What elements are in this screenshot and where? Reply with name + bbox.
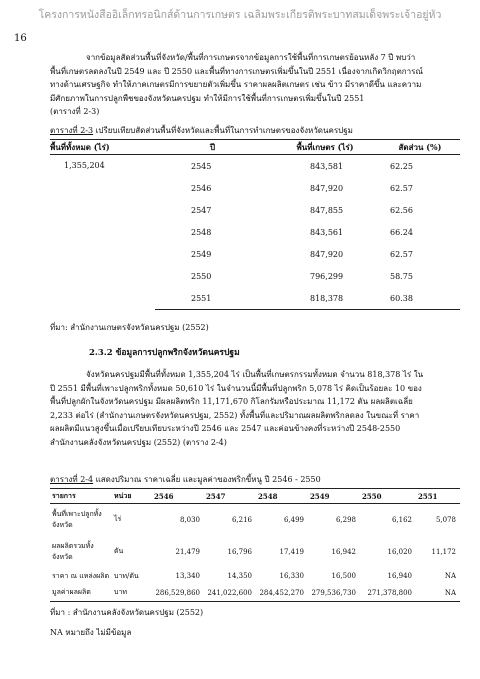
page-number: 16 [14,33,27,44]
table2-unit: บาท [112,585,152,602]
paragraph-land-use [50,51,460,119]
table2-item-line: พื้นที่เพาะปลูกทั้ง [52,509,102,518]
table-row [50,568,460,585]
table-row [50,536,460,568]
table2-cell: 5,078 [435,515,456,524]
table1-source: ที่มา: สำนักงานเกษตรจังหวัดนครปฐม (2552) [50,323,209,332]
table1-cell: 66.24 [390,227,413,237]
table2-cell: 13,340 [175,572,200,580]
para1-line: พื้นที่เกษตรลดลงในปี 2549 และ ปี 2550 และพื้นที่ทางการเกษตรเพิ่มขึ้นในปี 2551 เนื่องจากเกิดวิกฤตการณ์ [50,66,423,76]
table2-cell: 6,298 [335,515,356,524]
table1-cell: 60.38 [380,287,460,310]
table2-cell: 16,020 [387,547,412,556]
table1-header: ปี [155,140,270,155]
table1-cell: 2549 [191,249,212,259]
table1-cell: 2550 [191,271,212,281]
table2-cell: 6,162 [391,515,412,524]
table2-cell: 16,330 [279,572,304,580]
table1-cell: 847,920 [310,183,344,193]
table1-cell: 62.57 [390,183,413,193]
table2-cell: 17,419 [279,547,304,556]
table2-item [50,536,112,568]
table2-item-line: จังหวัด [52,520,73,529]
table-row [50,585,460,602]
table-chili [50,488,460,602]
table1-header: สัดส่วน (%) [380,140,460,155]
table1-header-row [50,140,460,155]
table2-caption-text: แสดงปริมาณ ราคาเฉลี่ย และมูลค่าของพริกขี้หนู ปี 2546 - 2550 [93,475,321,484]
table2-cell: 21,479 [175,547,200,556]
table2-cell: 6,499 [283,515,304,524]
para2-line: จังหวัดนครปฐมมีพื้นที่ทั้งหมด 1,355,204 ไร่ เป็นพื้นที่เกษตรกรรมทั้งหมด จำนวน 818,378 ไร่ ใน [86,370,424,379]
table2-header: 2546 [152,489,204,504]
table1-header: พื้นที่ทั้งหมด (ไร่) [50,140,155,155]
table2-note: NA หมายถึง ไม่มีข้อมูล [50,628,132,637]
table2-source: ที่มา : สำนักงานคลังจังหวัดนครปฐม (2552) [50,608,204,617]
para1-line: มีศักยภาพในการปลูกพืชของจังหวัดนครปฐม ทำให้มีการใช้พื้นที่การเกษตรเพิ่มขึ้นในปี 2551 [50,93,365,103]
table2-cell: 14,350 [227,572,252,580]
para2-line: 2,233 ต่อไร่ (สำนักงานเกษตรจังหวัดนครปฐม, 2552) ทั้งพื้นที่และปริมาณผลผลิตพริกลดลง ในขณะที่ ราคา [50,410,420,420]
table2-cell: 16,796 [227,547,252,556]
table-land-use [50,139,460,310]
table2-cell: NA [416,585,460,602]
para1-line: (ตารางที่ 2-3) [50,107,100,116]
table2-header: 2550 [360,489,416,504]
table2-header: 2551 [416,489,460,504]
table1-cell: 2551 [155,287,270,310]
table2-cell: 6,216 [231,515,252,524]
table1-caption-label: ตารางที่ 2-3 [50,126,94,135]
para1-line: จากข้อมูลสัดส่วนพื้นที่จังหวัด/พื้นที่การเกษตรจากข้อมูลการใช้พื้นที่การเกษตรย้อนหลัง 7 ปี พบว่า [86,53,416,62]
table1-cell: 2546 [191,183,212,193]
table2-item-line: จังหวัด [52,552,73,561]
table2-unit: บาท/ตัน [114,571,139,580]
table1-header: พื้นที่เกษตร (ไร่) [270,140,380,155]
page-header: โครงการหนังสืออิเล็กทรอนิกส์ด้านการเกษตร เฉลิมพระเกียรติพระบาทสมเด็จพระเจ้าอยู่หัว [38,9,442,21]
table1-cell: 796,299 [310,271,344,281]
table2-item: ราคา ณ แหล่งผลิต [52,571,110,580]
table1-cell: 62.25 [390,161,413,171]
table2-cell: 8,030 [179,515,200,524]
para2-line: ปี 2551 มีพื้นที่เพาะปลูกพริกทั้งหมด 50,610 ไร่ ในจำนวนนี้มีพื้นที่ปลูกพริก 5,078 ไร่ คิดเป็นร้อยละ 10 ของ [50,383,422,393]
table2-header: รายการ [50,489,112,504]
table1-caption-text: เปรียบเทียบสัดส่วนพื้นที่จังหวัดและพื้นที่ในการทำเกษตรของจังหวัดนครปฐม [93,126,353,135]
table2-header: 2548 [256,489,308,504]
table1-cell: 62.56 [390,205,413,215]
table1-cell: 818,378 [270,287,380,310]
table2-cell: 11,172 [431,547,456,556]
table2-unit: ไร่ [114,515,122,524]
table1-cell: 843,561 [310,227,344,237]
para1-line: ทางด้านเศรษฐกิจ ทำให้ภาคเกษตรมีการขยายตัวเพิ่มขึ้น ราคาผลผลิตเกษตร เช่น ข้าว มีราคาดีขึ้น และความ [50,80,422,89]
table2-cell: 16,942 [331,547,356,556]
paragraph-chili [50,368,460,449]
table1-cell: 847,855 [310,205,344,215]
table1-cell: 58.75 [390,271,413,281]
table1-cell: 62.57 [390,249,413,259]
table2-header: 2547 [204,489,256,504]
table2-cell: 286,529,860 [152,585,204,602]
table1-cell: 847,920 [310,249,344,259]
table2-header: 2549 [308,489,360,504]
table2-unit: ตัน [114,547,124,555]
table2-cell: 271,378,800 [360,585,416,602]
table1-cell: 2548 [191,227,212,237]
table2-cell: NA [444,572,456,580]
para2-line: ผลผลิตมีแนวสูงขึ้นเมื่อเปรียบเทียบระหว่างปี 2546 และ 2547 และค่อนข้างคงที่ระหว่างปี 2548-2550 [50,424,401,433]
table2-cell: 241,022,600 [204,585,256,602]
table2-cell: 16,500 [331,572,356,580]
table2-caption-label: ตารางที่ 2-4 [50,475,94,484]
para2-line: สำนักงานคลังจังหวัดนครปฐม (2552) (ตาราง 2-4) [50,437,227,447]
table1-cell: 843,581 [310,161,344,171]
table1-cell: 2545 [191,161,212,171]
table1-cell: 2547 [191,205,212,215]
table2-cell: 16,940 [387,572,412,580]
table2-item: มูลค่าผลผลิต [50,585,112,602]
section-heading: 2.3.2 ข้อมูลการปลูกพริกจังหวัดนครปฐม [89,348,240,358]
table-row [50,155,460,178]
table-row [50,504,460,536]
table2-item [50,504,112,536]
table2-header: หน่วย [112,489,152,504]
table2-header-row [50,489,460,504]
table2-item-line: ผลผลิตรวมทั้ง [52,541,94,550]
table2-cell: 279,536,730 [308,585,360,602]
table2-caption [50,473,321,486]
table1-total-area: 1,355,204 [64,161,105,170]
table1-caption [50,124,353,137]
para2-line: พื้นที่ปลูกผักในจังหวัดนครปฐม มีผลผลิตพริก 11,171,670 กิโลกรัมหรือประมาณ 11,172 ตัน ผลผลิตเฉลี่ย [50,397,413,406]
table2-cell: 284,452,270 [256,585,308,602]
